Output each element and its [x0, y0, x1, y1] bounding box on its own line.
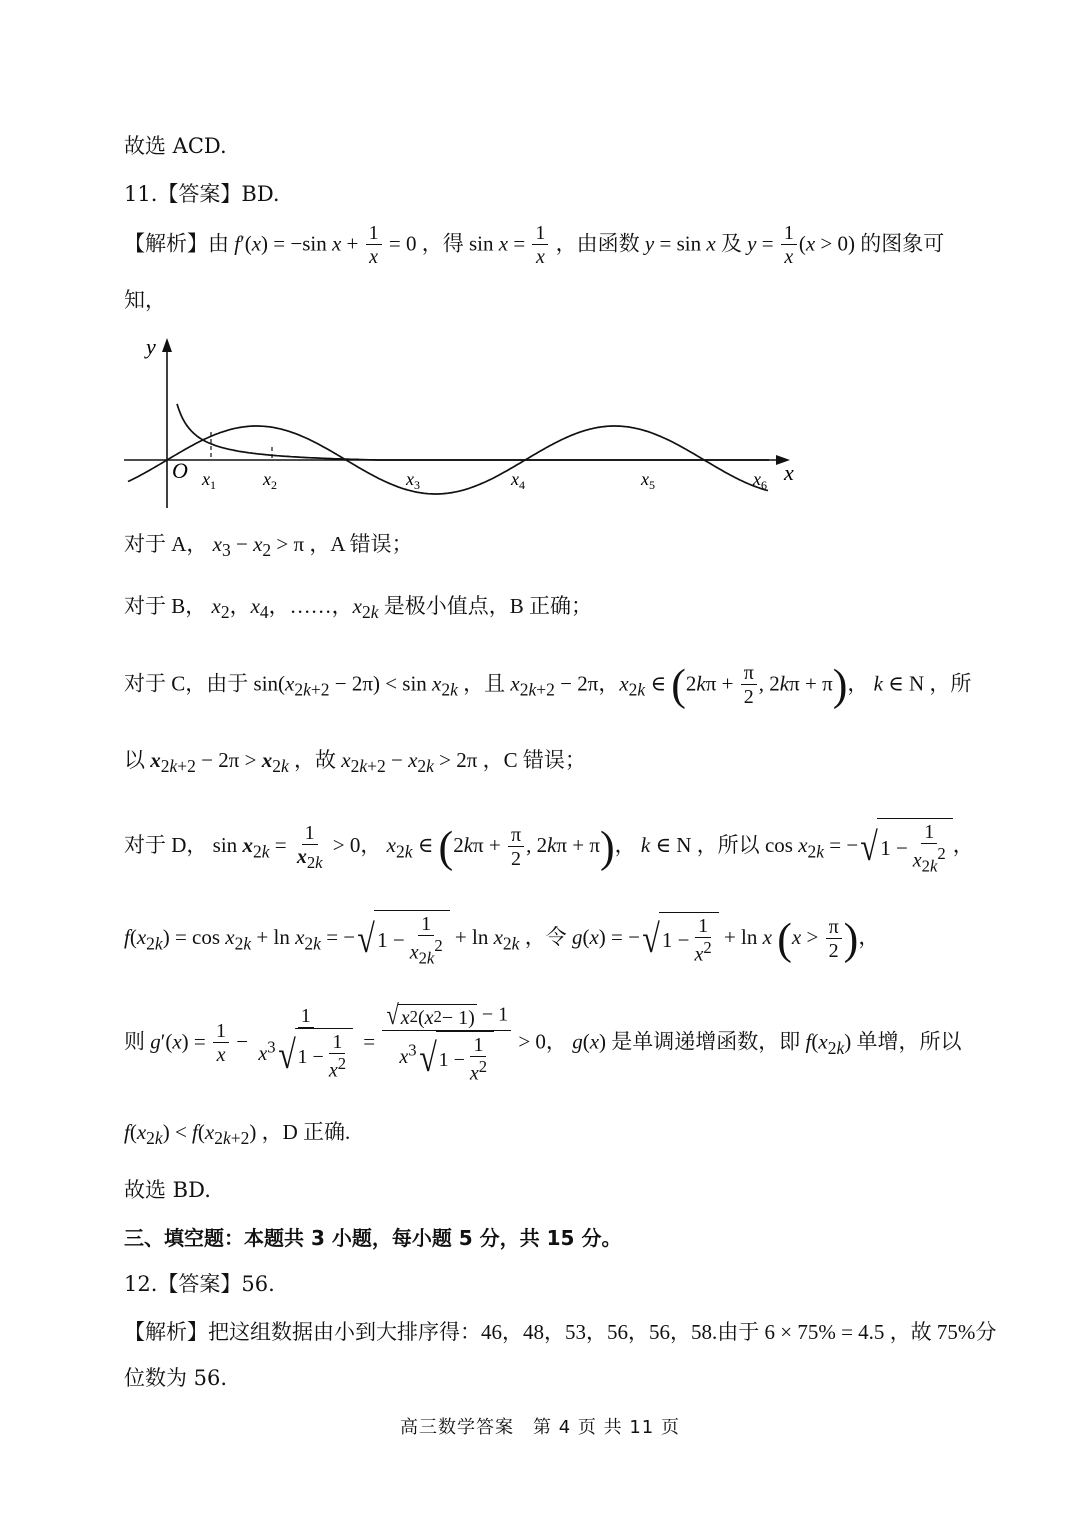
text-segment: 【解析】把这组数据由小到大排序得：46，48，53，56，56，58.由于 — [124, 1320, 760, 1344]
function-graph — [120, 330, 820, 510]
origin-label: O — [172, 458, 188, 483]
answer-12: 12.【答案】56. — [124, 1272, 275, 1296]
text-segment: ，由函数 — [555, 231, 640, 256]
text-line: 知， — [124, 288, 166, 312]
x-axis-label: x — [784, 460, 794, 485]
text-segment: 对于 B， — [124, 594, 207, 618]
text-segment: 以 — [124, 748, 145, 772]
g-derivative-line: 则 g′(x) = $\frac{1}{x}$ − 1 $x^3$ √ 1 − $\frac{1}{x^2}$ = √ x 2 ( x 2 − 1) − 1 $x^3$ √ 1 − $\frac{1}{x^2}$ > 0， g(x) 是单调递增函数，即 $f(x_{2k})$ 单增，所以 — [124, 1000, 962, 1085]
analysis-12-line: 【解析】把这组数据由小到大排序得：46，48，53，56，56，58.由于 6 × 75% = 4.5 ，故 75%分 — [124, 1320, 997, 1344]
text-segment: 的图象可 — [860, 231, 945, 256]
y-axis — [162, 338, 172, 508]
option-a-line: 对于 A， $x_3 - x_2 > \pi$ ，A 错误； — [124, 532, 413, 561]
conclusion-line: $f(x_{2k}) < f(x_{2k+2})$ ，D 正确. — [124, 1120, 351, 1149]
text-segment: ，A 错误； — [309, 532, 413, 556]
text-line: 位数为 56. — [124, 1366, 228, 1390]
text-segment: ，所以 — [696, 833, 760, 858]
text-line: 故选 ACD. — [124, 134, 227, 158]
text-segment: 是单调递增函数，即 — [611, 1029, 801, 1054]
text-segment: ，故 — [293, 748, 336, 772]
text-segment: 是极小值点，B 正确； — [383, 594, 593, 618]
text-segment: 对于 C，由于 — [124, 671, 249, 696]
text-segment: ，令 — [524, 925, 567, 950]
text-segment: ，D 正确. — [261, 1120, 351, 1144]
text-segment: 对于 A， — [124, 532, 208, 556]
text-segment: ，故 75%分 — [889, 1320, 997, 1344]
point-label-x5: $x_5$ — [641, 469, 655, 492]
text-segment: 则 — [124, 1029, 145, 1054]
option-c-line: 对于 C，由于 $\sin(x_{2k+2} - 2\pi) < \sin x_{2k}$ ，且 $x_{2k+2} - 2\pi$，$x_{2k}$ ∈ (2kπ + $\frac{\pi}{2}$ , 2kπ + π)， k ∈ N ，所 — [124, 660, 972, 710]
answer-11: 11.【答案】BD. — [124, 182, 280, 206]
reciprocal-curve — [177, 404, 769, 460]
text-segment: 对于 D， — [124, 833, 208, 858]
text-segment: ，得 — [421, 231, 464, 256]
point-label-x6: $x_6$ — [753, 469, 767, 492]
text-segment: 【解析】由 — [124, 231, 229, 256]
y-axis-label: y — [146, 334, 156, 359]
option-b-line: 对于 B， $x_2$，$x_4$，……，$x_{2k}$ 是极小值点，B 正确； — [124, 594, 593, 623]
point-label-x4: $x_4$ — [511, 469, 525, 492]
page-footer: 高三数学答案 第 4 页 共 11 页 — [400, 1417, 680, 1438]
section-heading: 三、填空题：本题共 3 小题，每小题 5 分，共 15 分。 — [124, 1226, 622, 1250]
f-expression-line: $f(x_{2k}) = \cos x_{2k} + \ln x_{2k}$ = − √ 1 − $\frac{1}{x_{2k}^2}$ + $\ln x_{2k}$ ，令 g(x) = − √ 1 − $\frac{1}{x^2}$ + ln x (x > $\frac{\pi}{2}$ )， — [124, 910, 879, 969]
option-d-line: 对于 D， $\sin x_{2k}$ = $\frac{1}{x_{2k}}$ > 0， $x_{2k}$ ∈ (2kπ + $\frac{\pi}{2}$ , 2kπ + π)， k ∈ N ，所以 $\cos x_{2k}$ = − √ 1 − $\frac{1}{x_{2k}^2}$ ， — [124, 818, 974, 877]
text-segment: ，且 — [463, 671, 506, 696]
text-segment: 及 — [720, 231, 742, 256]
point-label-x1: $x_1$ — [202, 469, 216, 492]
point-label-x2: $x_2$ — [263, 469, 277, 492]
text-line: 故选 BD. — [124, 1178, 211, 1202]
option-c-line-2: 以 $x_{2k+2} - 2\pi > x_{2k}$ ，故 $x_{2k+2} - x_{2k} > 2\pi$ ，C 错误； — [124, 748, 586, 777]
analysis-11-line: 【解析】由 f′(x) = −sin x + $\frac{1}{x}$ = 0 ，得 sin x = $\frac{1}{x}$ ，由函数 y = sin x 及 y = $\frac{1}{x}$ (x > 0) 的图象可 — [124, 222, 945, 268]
text-segment: ，C 错误； — [482, 748, 586, 772]
text-segment: 单增，所以 — [856, 1029, 962, 1054]
text-segment: ，所 — [929, 671, 972, 696]
point-label-x3: $x_3$ — [406, 469, 420, 492]
